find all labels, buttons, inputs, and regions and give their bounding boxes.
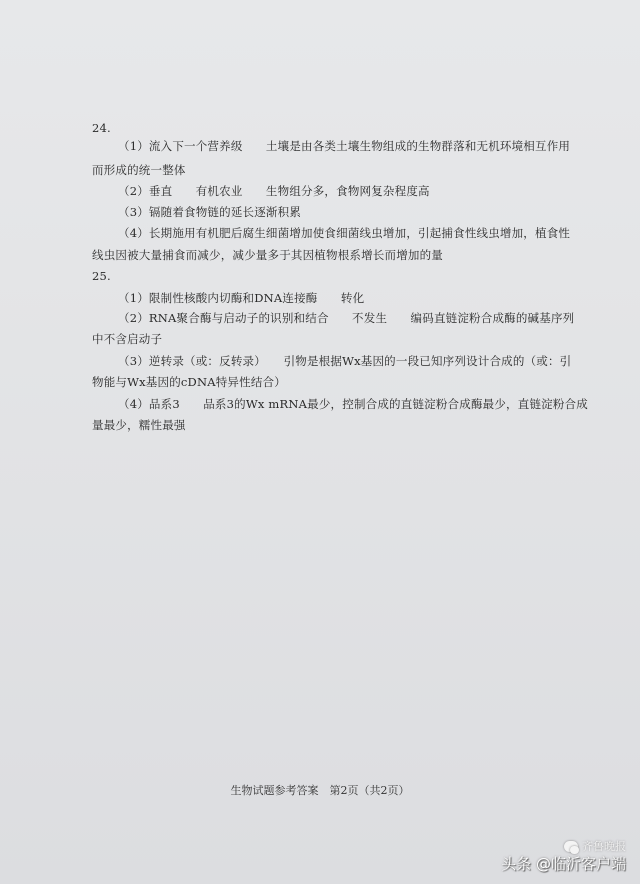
q24-part1-line1: （1）流入下一个营养级 土壤是由各类土壤生物组成的生物群落和无机环境相互作用 <box>118 139 571 153</box>
q24-part1-line2: 而形成的统一整体 <box>92 163 186 177</box>
q24-part3: （3）镉随着食物链的延长逐渐积累 <box>118 205 302 219</box>
q24-part4-line1: （4）长期施用有机肥后腐生细菌增加使食细菌线虫增加，引起捕食性线虫增加，植食性 <box>118 226 571 240</box>
q24-part4-line2: 线虫因被大量捕食而减少，减少量多于其因植物根系增长而增加的量 <box>92 248 443 262</box>
q25-part4-line1: （4）品系3 品系3的Wx mRNA最少，控制合成的直链淀粉合成酶最少，直链淀粉合成 <box>118 397 588 411</box>
question-24-number: 24. <box>92 121 111 135</box>
q25-part3-line2: 物能与Wx基因的cDNA特异性结合） <box>92 375 286 389</box>
q25-part1: （1）限制性核酸内切酶和DNA连接酶 转化 <box>118 291 365 305</box>
watermark-credit: 头条 @临沂客户端 <box>501 855 626 873</box>
watermark-account-label: 齐鲁晚报 <box>582 840 626 853</box>
wechat-icon <box>564 841 578 852</box>
q25-part3-line1: （3）逆转录（或：反转录） 引物是根据Wx基因的一段已知序列设计合成的（或：引 <box>118 354 572 368</box>
page-footer: 生物试题参考答案 第2页（共2页） <box>230 784 410 797</box>
watermark-account <box>564 838 626 854</box>
q25-part4-line2: 量最少，糯性最强 <box>92 418 186 432</box>
question-25-number: 25. <box>92 269 111 283</box>
q24-part2: （2）垂直 有机农业 生物组分多，食物网复杂程度高 <box>118 184 430 198</box>
q25-part2-line2: 中不含启动子 <box>92 332 163 346</box>
q25-part2-line1: （2）RNA聚合酶与启动子的识别和结合 不发生 编码直链淀粉合成酶的碱基序列 <box>118 311 575 325</box>
